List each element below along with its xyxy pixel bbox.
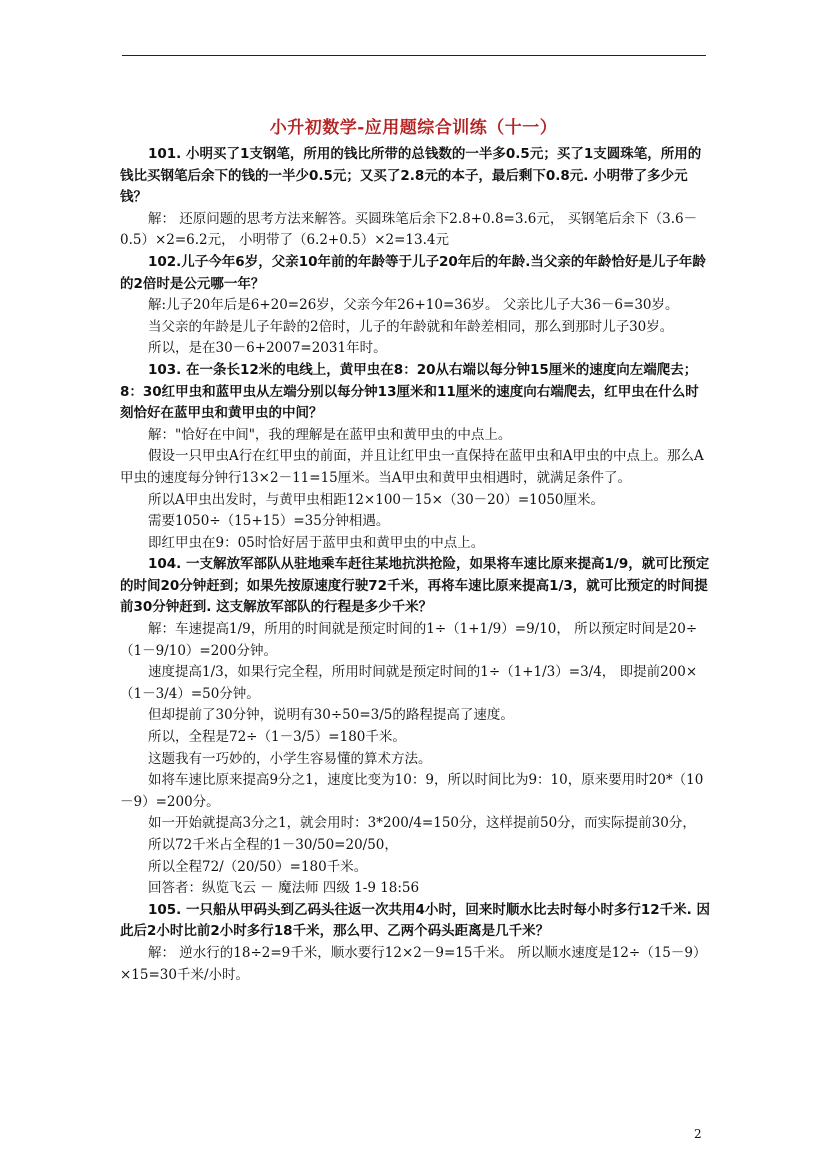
answer-paragraph: 解:儿子20年后是6+20=26岁，父亲今年26+10=36岁。 父亲比儿子大36－6=30岁。 — [148, 297, 679, 314]
question-105: 105. 一只船从甲码头到乙码头往返一次共用4小时，回来时顺水比去时每小时多行12千米. 因此后2小时比前2小时多行18千米，那么甲、乙两个码头距离是几千米？ — [120, 901, 711, 940]
question-102: 102.儿子今年6岁，父亲10年前的年龄等于儿子20年后的年龄.当父亲的年龄恰好是儿子年龄的2倍时是公元哪一年？ — [120, 253, 706, 292]
answer-paragraph: 需要1050÷（15+15）=35分钟相遇。 — [148, 513, 390, 530]
answer-paragraph: 即红甲虫在9：05时恰好居于蓝甲虫和黄甲虫的中点上。 — [148, 534, 485, 551]
header-rule — [122, 55, 706, 56]
answer-paragraph: 所以72千米占全程的1－30/50=20/50， — [148, 837, 398, 853]
answer-paragraph: 所以，全程是72÷（1－3/5）=180千米。 — [148, 729, 406, 746]
answer-paragraph: 所以全程72/（20/50）=180千米。 — [148, 858, 368, 875]
answer-paragraph: 所以A甲虫出发时，与黄甲虫相距12×100－15×（30－20）=1050厘米。 — [148, 491, 605, 508]
document-title: 小升初数学-应用题综合训练（十一） — [269, 118, 558, 138]
answer-105: 解： 逆水行的18÷2=9千米，顺水要行12×2－9=15千米。 所以顺水速度是12÷（15－9）×15=30千米/小时。 — [120, 944, 707, 983]
question-104: 104. 一支解放军部队从驻地乘车赶往某地抗洪抢险，如果将车速比原来提高1/9，就可比预定的时间20分钟赶到；如果先按原速度行驶72千米，再将车速比原来提高1/3，就可比预定的时间提前30分钟赶到. 这支解放军部队的行程是多少千米？ — [120, 556, 710, 616]
answer-paragraph: 当父亲的年龄是儿子年龄的2倍时，儿子的年龄就和年龄差相同，那么到那时儿子30岁。 — [148, 318, 674, 335]
answer-paragraph: 假设一只甲虫A行在红甲虫的前面，并且让红甲虫一直保持在蓝甲虫和A甲虫的中点上。那么A甲虫的速度每分钟行13×2－11=15厘米。当A甲虫和黄甲虫相遇时，就满足条件了。 — [120, 448, 704, 486]
answer-paragraph: 这题我有一巧妙的，小学生容易懂的算术方法。 — [148, 750, 432, 767]
answer-101: 解： 还原问题的思考方法来解答。买圆珠笔后余下2.8+0.8=3.6元， 买钢笔后余下（3.6－0.5）×2=6.2元， 小明带了（6.2+0.5）×2=13.4元 — [120, 210, 698, 249]
answer-paragraph: 但却提前了30分钟，说明有30÷50=3/5的路程提高了速度。 — [148, 707, 514, 724]
answer-paragraph: 所以，是在30－6+2007=2031年时。 — [148, 340, 387, 357]
answer-paragraph: 解：车速提高1/9，所用的时间就是预定时间的1÷（1+1/9）=9/10， 所以预定时间是20÷（1－9/10）=200分钟。 — [120, 621, 698, 659]
question-103: 103. 在一条长12米的电线上，黄甲虫在8：20从右端以每分钟15厘米的速度向左端爬去；8：30红甲虫和蓝甲虫从左端分别以每分钟13厘米和11厘米的速度向右端爬去，红甲虫在什么时刻恰好在蓝甲虫和黄甲虫的中间？ — [120, 361, 699, 422]
answer-paragraph: 如一开始就提高3分之1，就会用时：3*200/4=150分，这样提前50分，而实际提前30分， — [148, 815, 696, 832]
document-body — [120, 144, 710, 986]
question-101: 101. 小明买了1支钢笔，所用的钱比所带的总钱数的一半多0.5元；买了1支圆珠笔，所用的钱比买钢笔后余下的钱的一半少0.5元；又买了2.8元的本子，最后剩下0.8元. 小明带了多少元钱？ — [120, 146, 702, 206]
answer-paragraph: 如将车速比原来提高9分之1，速度比变为10：9，所以时间比为9：10，原来要用时20*（10－9）=200分。 — [120, 772, 704, 810]
answer-paragraph: 速度提高1/3，如果行完全程，所用时间就是预定时间的1÷（1+1/3）=3/4， 即提前200×（1－3/4）=50分钟。 — [120, 664, 698, 702]
answerer-credit: 回答者：纵览飞云 － 魔法师 四级 1-9 18:56 — [148, 880, 420, 897]
answer-paragraph: 解："恰好在中间"，我的理解是在蓝甲虫和黄甲虫的中点上。 — [148, 426, 512, 443]
page-number: 2 — [694, 1127, 702, 1141]
